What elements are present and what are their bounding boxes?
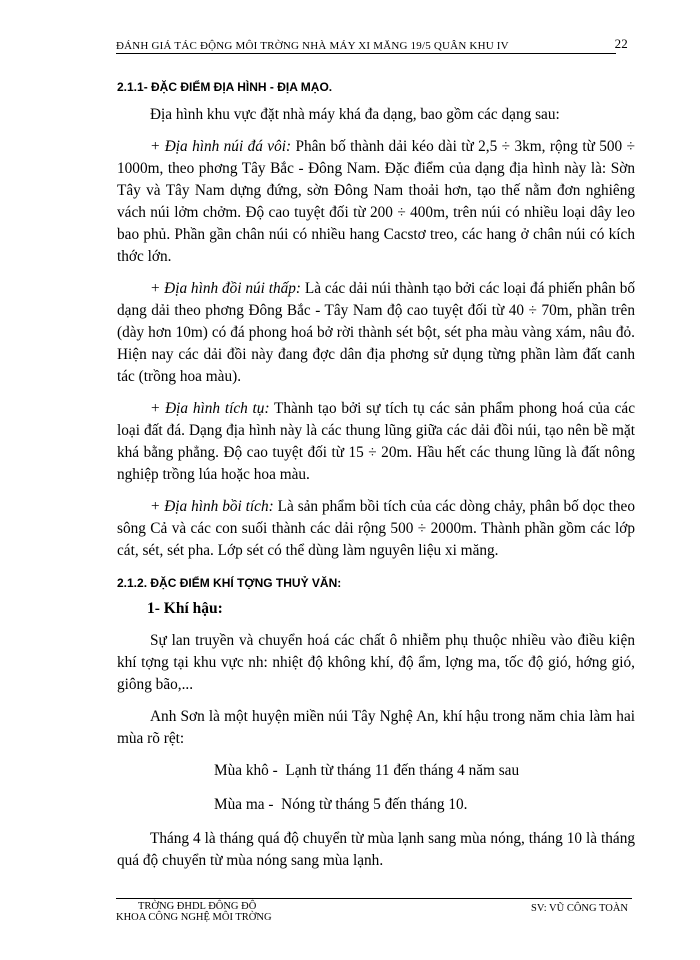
footer-school: TRỜNG ĐHDL ĐÔNG ĐÔ [138,901,257,912]
climate-paragraph: Sự lan truyền và chuyển hoá các chất ô nhiễm phụ thuộc nhiều vào điều kiện khí tợng tại khu vực nh: nhiệt độ không khí, độ ẩm, lợng ma, tốc độ gió, hớng gió, giông bão,... [117,632,635,693]
section-heading-terrain: 2.1.1- ĐẶC ĐIỂM ĐỊA HÌNH - ĐỊA MẠO. [117,80,333,94]
page-header [116,36,628,54]
terrain-item [117,136,635,268]
season-rainy [214,794,635,816]
season-rainy-desc: Nóng từ tháng 5 đến tháng 10. [281,796,468,813]
subheading-climate: 1- Khí hậu: [147,600,223,617]
terrain-item-text: Là sản phẩm bồi tích của các dòng chảy, phân bố dọc theo sông Cả và các con suối thành các dải rộng 500 ÷ 2000m. Thành phần gồm các lớp cát, sét, sét pha. Lớp sét có thể dùng làm nguyên liệu xi măng. [117,498,635,559]
terrain-item [117,398,635,486]
season-dry-name: Mùa khô - [214,762,278,779]
terrain-item-text: Thành tạo bởi sự tích tụ các sản phẩm phong hoá của các loại đất đá. Dạng địa hình này là các thung lũng giữa các dải đồi núi, tạo nên bề mặt khá bằng phẳng. Độ cao tuyệt đối từ 15 ÷ 20m. Hầu hết các thung lũng là đất nông nghiệp trồng lúa hoặc hoa màu. [117,400,635,483]
climate-paragraph: Tháng 4 là tháng quá độ chuyển từ mùa lạnh sang mùa nóng, tháng 10 là tháng quá độ chuyển từ mùa nóng sang mùa lạnh. [117,830,635,869]
climate-paragraph: Anh Sơn là một huyện miền núi Tây Nghệ An, khí hậu trong năm chia làm hai mùa rõ rệt: [117,708,635,747]
terrain-item [117,278,635,388]
terrain-item-label: + Địa hình đồi núi thấp: [150,280,302,297]
terrain-item-label: + Địa hình núi đá vôi: [150,138,292,155]
terrain-item-label: + Địa hình tích tụ: [150,400,270,417]
season-dry [214,760,635,782]
footer-faculty: KHOA CÔNG NGHỆ MÔI TRỜNG [116,912,272,923]
season-dry-desc: Lạnh từ tháng 11 đến tháng 4 năm sau [285,762,520,779]
terrain-item [117,496,635,562]
page-footer [116,898,632,923]
section-heading-climate: 2.1.2. ĐẶC ĐIỂM KHÍ TỢNG THUỶ VĂN: [117,576,342,590]
terrain-item-text: Là các dải núi thành tạo bởi các loại đá phiến phân bố dạng dải theo phơng Đông Bắc - Tây Nam độ cao tuyệt đối từ 40 ÷ 70m, phần trên (dày hơn 10m) có đá phong hoá bở rời thành sét bột, sét pha màu vàng xám, nâu đỏ. Hiện nay các dải đồi này đang đợc dân địa phơng sử dụng từng phần làm đất canh tác (trồng hoa màu). [117,280,636,385]
terrain-item-label: + Địa hình bồi tích: [150,498,274,515]
season-rainy-name: Mùa ma - [214,796,274,813]
page-number: 22 [614,36,628,51]
terrain-intro: Địa hình khu vực đặt nhà máy khá đa dạng, bao gồm các dạng sau: [150,106,560,123]
page-content [117,80,635,872]
header-title: ĐÁNH GIÁ TÁC ĐỘNG MÔI TRỜNG NHÀ MÁY XI MĂNG 19/5 QUÂN KHU IV [116,40,509,52]
terrain-item-text: Phân bố thành dải kéo dài từ 2,5 ÷ 3km, rộng từ 500 ÷ 1000m, theo phơng Tây Bắc - Đông Nam. Đặc điểm của dạng địa hình này là: Sờn Tây và Tây Nam dựng đứng, sờn Đông Nam thoải hơn, tạo thế nằm đơn nghiêng vách núi lởm chởm. Độ cao tuyệt đối từ 200 ÷ 400m, trên núi có nhiều loại dây leo bao phủ. Phần gần chân núi có nhiều hang Cacstơ treo, các hang ở chân núi có kích thớc lớn. [117,138,636,265]
footer-author: SV: VŨ CÔNG TOÀN [531,903,628,914]
